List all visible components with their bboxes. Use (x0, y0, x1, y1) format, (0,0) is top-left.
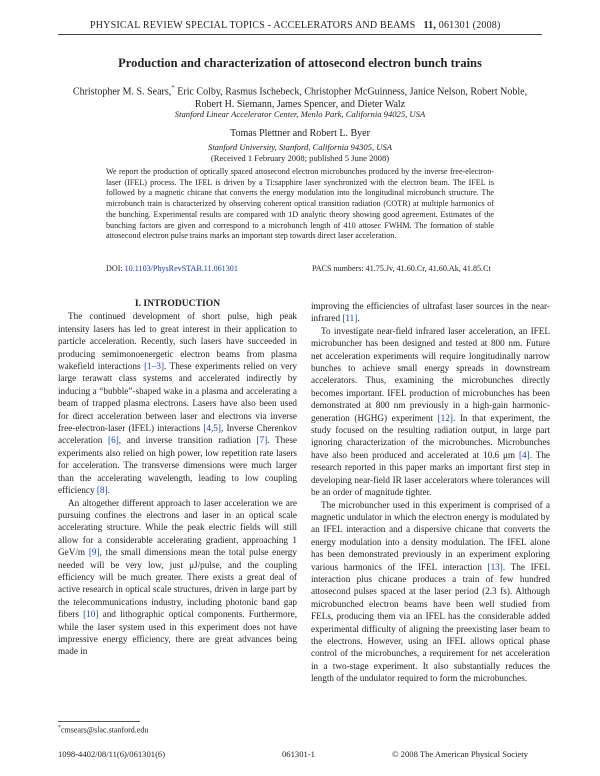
text-run: An altogether different approach to laser acceleration we are pursuing confines the electrons and laser in an optical scale accelerating structure. While the peak electric fields will still allow for a considerable accelerating gradient, approaching 1 GeV/m (58, 497, 297, 558)
intro-paragraph-1 (58, 310, 297, 496)
text-run: . These experiments also relied on high power, low repetition rate lasers for acceleration. The transverse dimensions were much larger than the accelerating wavelength, leading to low coupling efficiency (58, 435, 297, 496)
received-dates: (Received 1 February 2008; published 5 June 2008) (210, 153, 390, 163)
text-run: . (357, 313, 360, 324)
text-run: improving the efficiencies of ultrafast laser sources in the near-infrared (311, 301, 550, 324)
header-rule (58, 34, 542, 35)
citation-link[interactable]: [4] (518, 449, 530, 460)
text-run: . (107, 485, 110, 496)
text-run: To investigate near-field infrared laser acceleration, an IFEL microbuncher has been designed and tested at 800 nm. Future net acceleration experiments will require longitudinally narrow bunches to achieve small energy spreads in downstream accelerators. Thus, examining the microbunches directly becomes important. IFEL production of microbunches has been demonstrated at 800 nm previously in a high-gain harmonic-generation (HGHG) experiment (311, 325, 550, 423)
footnote (58, 725, 148, 735)
author-list (50, 82, 550, 111)
footnote-rule (58, 721, 140, 722)
text-run: . These experiments relied on very large terawatt class systems and accelerated indirectly by inducing a “bubble”-shaped wake in a plasma and accelerating a beam of trapped plasma electrons. Lasers have also been used for direct acceleration between laser and electrons via inverse free-electron-laser (IFEL) interactions (58, 361, 297, 434)
footer-copyright: © 2008 The American Physical Society (392, 749, 528, 759)
intro-paragraph-4 (311, 499, 550, 685)
text-run: . The IFEL interaction plus chicane produces a train of few hundred attosecond pulses spaced at the laser period (2.3 fs). Although microbunched electron beams have been well studied from FELs, producing them via an IFEL has the considerable added experimental difficulty of aligning the preexisting laser beam to the electrons. However, using an IFEL allows optical phase control of the microbunches, a requirement for net acceleration in a two-stage experiment. It also substantially reduces the length of the undulator required to form the microbunches. (311, 561, 550, 684)
author-email[interactable]: cmsears@slac.stanford.edu (61, 725, 149, 735)
citation-link[interactable]: [11] (342, 313, 358, 324)
right-column (311, 300, 550, 685)
author-group-stanford: Tomas Plettner and Robert L. Byer (230, 128, 370, 139)
intro-paragraph-3 (311, 325, 550, 499)
running-head (90, 20, 520, 31)
first-author: Christopher M. S. Sears, (72, 86, 172, 98)
citation-link[interactable]: [6] (108, 435, 119, 446)
coauthors-line2: Robert H. Siemann, James Spencer, and Dieter Walz (194, 99, 406, 111)
text-run: The continued development of short pulse, high peak intensity lasers has led to great interest in their application to particle acceleration. Recently, such lasers have succeeded in producing semimonoenergetic electron beams from plasma wakefield interactions (58, 311, 297, 372)
section-heading: I. INTRODUCTION (134, 298, 221, 309)
footer-issn: 1098-4402/08/11(6)/061301(6) (58, 749, 166, 759)
text-run: , the small dimensions mean the total pulse energy needed will be very low, just μJ/pulse, and the coupling efficiency will be much greater. There exists a great deal of active research in optical scale structures, driven in large part by the telecommunications industry, including photonic band gap fibers (58, 547, 297, 620)
citation-link[interactable]: [4,5] (203, 423, 221, 434)
doi-link[interactable]: 10.1103/PhysRevSTAB.11.061301 (124, 264, 238, 273)
intro-paragraph-2 (58, 497, 297, 658)
citation-link[interactable]: [9] (88, 547, 100, 558)
citation-link[interactable]: [12] (437, 412, 453, 423)
pacs-numbers: PACS numbers: 41.75.Jv, 41.60.Cr, 41.60.Ak, 41.85.Ct (312, 264, 491, 273)
text-run: The microbuncher used in this experiment is comprised of a magnetic undulator in which the electron energy is modulated by an IFEL interaction and a dispersive chicane that converts the energy modulation into a density modulation. The IFEL alone has been demonstrated previously in an experiment exploring various harmonics of the IFEL interaction (311, 499, 550, 572)
affiliation-stanford: Stanford University, Stanford, California 94305, USA (207, 142, 393, 152)
text-run: . The research reported in this paper marks an important first step in developing near-field IR laser accelerators where tolerances will be an order of magnitude tighter. (311, 449, 550, 498)
text-run: . In that experiment, the study focused on the resulting radiation output, in large part ignoring characterization of the microbunches. Microbunches have also been produced and accelerated at 10.6 μm (311, 412, 550, 460)
text-run: , and inverse transition radiation (118, 435, 257, 446)
doi-label: DOI: (106, 264, 123, 273)
abstract: We report the production of optically spaced attosecond electron microbunches produced by the inverse free-electron-laser (IFEL) process. The IFEL is driven by a Ti:sapphire laser synchronized with the electron beam. The IFEL is followed by a magnetic chicane that converts the energy modulation into the longitudinal microbunch structure. The microbunch train is characterized by observing coherent optical transition radiation (COTR) at multiple harmonics of the bunching. Experimental results are compared with 1D analytic theory showing good agreement. Estimates of the bunching factors are given and correspond to a microbunch length of 410 attosec FWHM. The formation of stable attosecond electron pulse trains marks an important step towards direct laser acceleration. (106, 167, 494, 241)
citation-link[interactable]: [10] (83, 609, 99, 620)
coauthors: Eric Colby, Rasmus Ischebeck, Christopher McGuinness, Janice Nelson, Robert Noble, (174, 86, 528, 98)
doi-line (106, 264, 238, 273)
citation-link[interactable]: [7] (256, 435, 268, 446)
author-footnote-marker[interactable]: * (171, 84, 175, 92)
volume-number: 11, (423, 20, 437, 31)
citation-link[interactable]: [13] (487, 561, 503, 572)
paper-title: Production and characterization of attosecond electron bunch trains (118, 56, 482, 70)
continued-paragraph (311, 300, 550, 325)
article-number: 061301 (2008) (438, 20, 501, 31)
text-run: and lithographic optical components. Furthermore, while the laser system used in this experiment does not have impressive energy efficiency, there are great advances being made in (58, 609, 298, 657)
left-column (58, 298, 297, 658)
citation-link[interactable]: [8] (96, 485, 108, 496)
footnote-star: * (58, 725, 61, 731)
affiliation-slac: Stanford Linear Accelerator Center, Menlo Park, California 94025, USA (174, 109, 426, 119)
footer-page-number: 061301-1 (282, 749, 315, 759)
citation-link[interactable]: [1–3] (144, 361, 165, 372)
text-run: , Inverse Cherenkov acceleration (58, 423, 297, 446)
journal-name: PHYSICAL REVIEW SPECIAL TOPICS - ACCELERATORS AND BEAMS (90, 20, 416, 31)
